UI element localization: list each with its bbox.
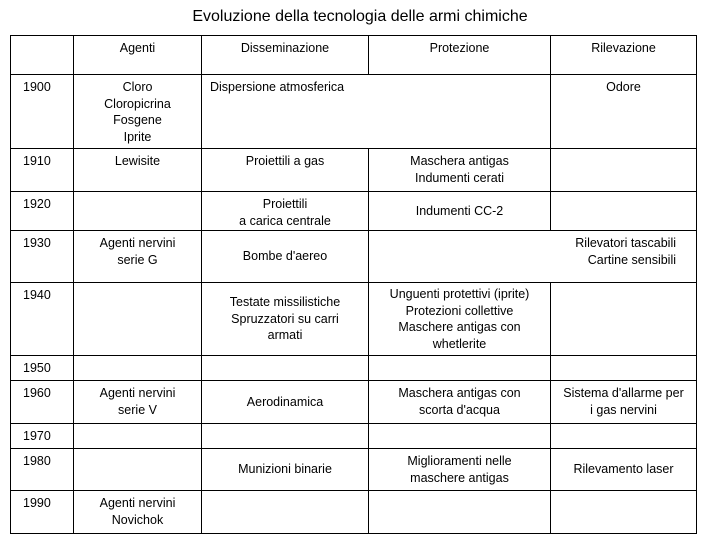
protezione-cell: Indumenti CC-2 xyxy=(369,192,551,231)
rilevazione-cell: Odore xyxy=(551,75,697,149)
protezione-cell xyxy=(369,424,551,449)
year-cell: 1940 xyxy=(11,283,74,356)
year-cell: 1980 xyxy=(11,449,74,491)
row-1990 xyxy=(11,491,697,534)
header-disseminazione: Disseminazione xyxy=(202,36,369,75)
row-1940 xyxy=(11,283,697,356)
agenti-cell xyxy=(74,381,202,424)
rilevazione-cell xyxy=(551,149,697,192)
agenti-cell xyxy=(74,424,202,449)
header-rilevazione: Rilevazione xyxy=(551,36,697,75)
cell-line: Maschere antigas con xyxy=(398,320,521,334)
cell-line: a carica centrale xyxy=(239,213,331,228)
cell-line: Unguenti protettivi (iprite) xyxy=(389,287,530,301)
year-cell: 1960 xyxy=(11,381,74,424)
protezione-cell xyxy=(369,491,551,534)
cell-line: Sistema d'allarme per xyxy=(563,386,684,400)
disseminazione-cell xyxy=(202,283,369,356)
protezione-cell xyxy=(369,356,551,381)
year-cell: 1970 xyxy=(11,424,74,449)
cell-line: Miglioramenti nelle xyxy=(407,454,512,468)
cell-line: Spruzzatori su carri xyxy=(231,311,339,326)
row-1960 xyxy=(11,381,697,424)
cell-line: whetlerite xyxy=(432,336,487,351)
protezione-cell xyxy=(369,283,551,356)
cell-line: Protezioni collettive xyxy=(405,303,514,318)
row-1950 xyxy=(11,356,697,381)
disseminazione-cell xyxy=(202,192,369,231)
rilevazione-cell xyxy=(551,491,697,534)
disseminazione-cell: Bombe d'aereo xyxy=(202,231,369,283)
row-1930 xyxy=(11,231,697,283)
disseminazione-cell xyxy=(202,424,369,449)
header-row xyxy=(11,36,697,75)
header-protezione: Protezione xyxy=(369,36,551,75)
disseminazione-cell xyxy=(202,491,369,534)
cell-line: Testate missilistiche xyxy=(229,295,341,310)
agenti-cell xyxy=(74,283,202,356)
cell-line: Novichok xyxy=(111,512,164,527)
year-cell: 1920 xyxy=(11,192,74,231)
chemical-weapons-table xyxy=(10,35,697,534)
rilevazione-cell xyxy=(551,424,697,449)
rilevazione-cell xyxy=(551,356,697,381)
agenti-cell xyxy=(74,192,202,231)
row-1980 xyxy=(11,449,697,491)
disseminazione-cell: Dispersione atmosferica xyxy=(202,75,551,149)
rilevazione-cell: Rilevamento laser xyxy=(551,449,697,491)
year-cell: 1930 xyxy=(11,231,74,283)
row-1900 xyxy=(11,75,697,149)
cell-line: Indumenti cerati xyxy=(415,170,504,185)
cell-line: scorta d'acqua xyxy=(419,402,500,417)
cell-line: armati xyxy=(267,328,303,343)
year-cell: 1910 xyxy=(11,149,74,192)
rilevazione-cell xyxy=(369,231,697,283)
row-1920 xyxy=(11,192,697,231)
cell-line: Rilevatori tascabili xyxy=(575,236,676,250)
cell-line: Cloropicrina xyxy=(104,96,171,111)
protezione-cell xyxy=(369,449,551,491)
agenti-cell xyxy=(74,231,202,283)
page-title: Evoluzione della tecnologia delle armi chimiche xyxy=(192,8,528,25)
cell-line: maschere antigas xyxy=(410,470,509,485)
protezione-cell xyxy=(369,381,551,424)
cell-line: Cloro xyxy=(122,80,153,94)
protezione-cell xyxy=(369,149,551,192)
header-year xyxy=(11,36,74,75)
year-cell: 1900 xyxy=(11,75,74,149)
cell-line: Maschera antigas xyxy=(410,154,509,168)
disseminazione-cell: Proiettili a gas xyxy=(202,149,369,192)
header-agenti: Agenti xyxy=(74,36,202,75)
cell-line: Fosgene xyxy=(113,113,162,127)
cell-line: Agenti nervini xyxy=(99,236,176,250)
agenti-cell xyxy=(74,491,202,534)
agenti-cell xyxy=(74,449,202,491)
cell-line: Proiettili xyxy=(262,197,308,211)
disseminazione-cell: Munizioni binarie xyxy=(202,449,369,491)
cell-line: serie V xyxy=(118,402,157,417)
rilevazione-cell xyxy=(551,381,697,424)
cell-line: Agenti nervini xyxy=(99,386,176,400)
cell-line: Iprite xyxy=(123,129,152,144)
cell-line: serie G xyxy=(117,252,158,267)
row-1970 xyxy=(11,424,697,449)
year-cell: 1990 xyxy=(11,491,74,534)
disseminazione-cell: Aerodinamica xyxy=(202,381,369,424)
agenti-cell: Lewisite xyxy=(74,149,202,192)
cell-line: Agenti nervini xyxy=(99,496,176,510)
year-cell: 1950 xyxy=(11,356,74,381)
agenti-cell xyxy=(74,356,202,381)
rilevazione-cell xyxy=(551,283,697,356)
disseminazione-cell xyxy=(202,356,369,381)
cell-line: Cartine sensibili xyxy=(587,252,676,267)
cell-line: i gas nervini xyxy=(590,402,657,417)
row-1910 xyxy=(11,149,697,192)
cell-line: Maschera antigas con xyxy=(398,386,521,400)
rilevazione-cell xyxy=(551,192,697,231)
agenti-cell xyxy=(74,75,202,149)
